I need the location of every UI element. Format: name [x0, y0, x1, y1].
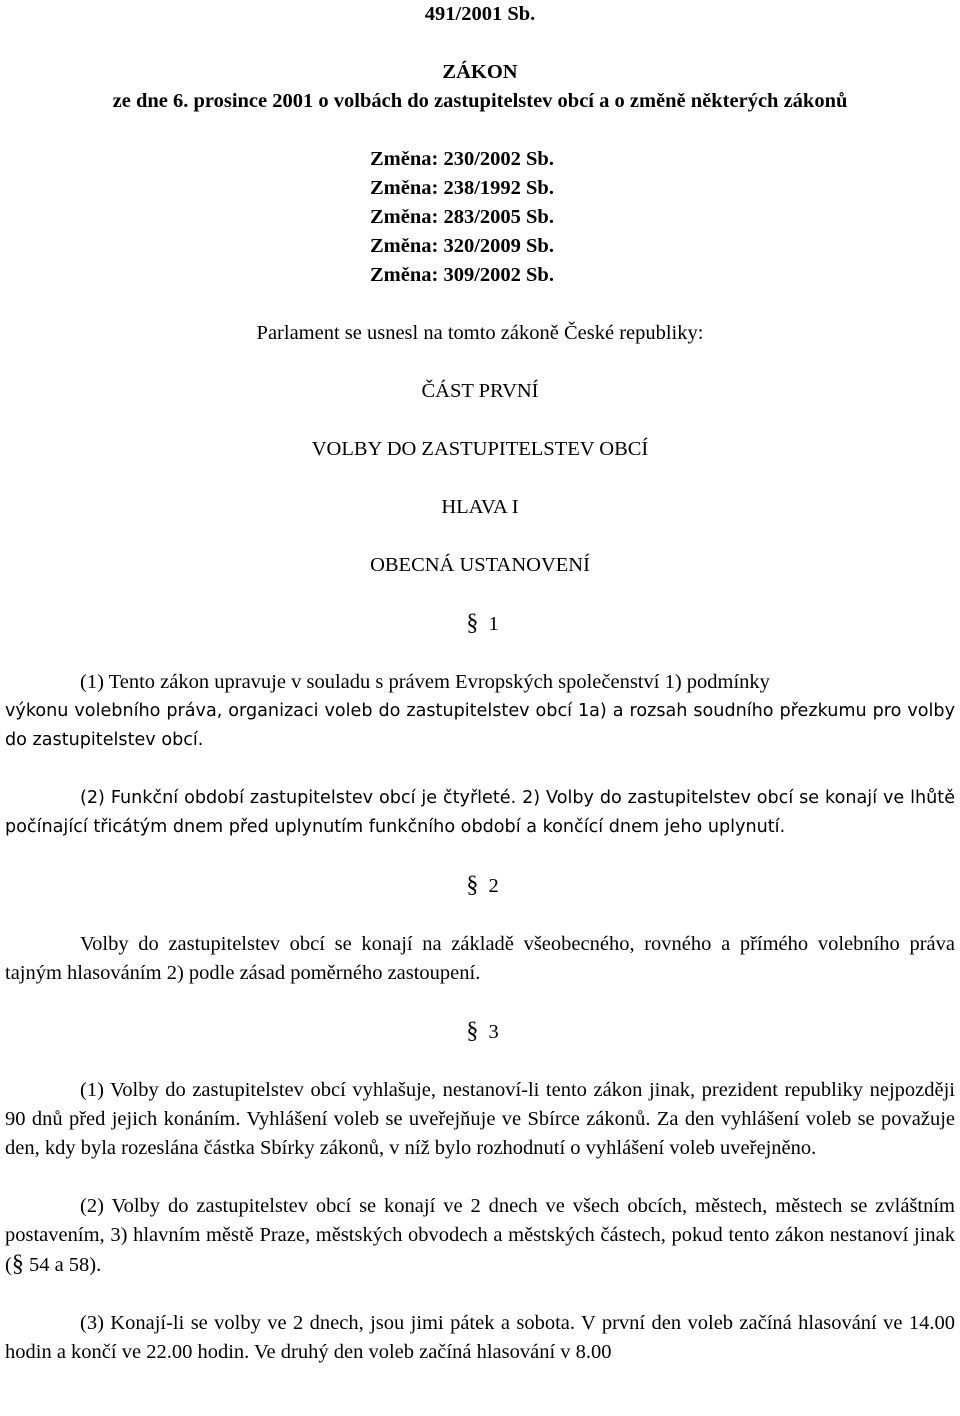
chapter-title: OBECNÁ USTANOVENÍ [370, 554, 590, 576]
section-3-paragraph-3: (3) Konají-li se volby ve 2 dnech, jsou jimi pátek a sobota. V první den voleb začíná hlasování ve 14.00 hodin a končí ve 22.00 hodin. Ve druhý den voleb začíná hlasování v 8.00 [5, 1312, 955, 1363]
law-subtitle: ze dne 6. prosince 2001 o volbách do zastupitelstev obcí a o změně některých zákonů [112, 90, 848, 112]
amendment-item: Změna: 230/2002 Sb. [370, 148, 554, 170]
section-number: 2 [488, 875, 499, 897]
amendment-item: Změna: 309/2002 Sb. [370, 264, 554, 286]
section-2-paragraph-1: Volby do zastupitelstev obcí se konají na základě všeobecného, rovného a přímého volebního práva tajným hlasováním 2) podle zásad poměrného zastoupení. [5, 933, 955, 984]
preamble: Parlament se usnesl na tomto zákoně České republiky: [256, 322, 704, 344]
paragraph-text: 54 a 58). [23, 1254, 102, 1276]
paragraph-text: konají ve lhůtě počínající třicátým dnem před uplynutím funkčního období a končící dnem jeho uplynutí. [5, 788, 956, 837]
section-sign-icon: § [466, 872, 479, 898]
section-3-paragraph-2 [5, 1192, 955, 1280]
paragraph-text: (2) Volby do zastupitelstev obcí se konají ve 2 dnech ve všech obcích, městech, městech se zvláštním postavením, 3) hlavním městě Praze, městských obvodech a městských částech, pokud tento zákon nestanoví jinak ( [5, 1195, 955, 1276]
section-3-heading [5, 1017, 955, 1047]
section-sign-icon: § [11, 1251, 24, 1277]
part-heading: ČÁST PRVNÍ [421, 380, 539, 402]
paragraph-first-line: (1) Tento zákon upravuje v souladu s právem Evropských společenství 1) podmínky [80, 671, 770, 693]
section-1-heading [5, 609, 955, 639]
amendment-list [5, 145, 955, 290]
section-1-paragraph-1 [5, 668, 955, 755]
section-number: 3 [488, 1021, 499, 1043]
title-block [5, 0, 955, 116]
paragraph-text: 2) Volby do zastupitelstev obcí se [516, 788, 820, 808]
section-3-paragraph-1: (1) Volby do zastupitelstev obcí vyhlašuje, nestanoví-li tento zákon jinak, prezident republiky nejpozději 90 dnů před jejich konáním. Vyhlášení voleb se uveřejňuje ve Sbírce zákonů. Za den vyhlášení voleb se považuje den, kdy byla rozeslána částka Sbírky zákonů, v níž bylo rozhodnutí o vyhlášení voleb uveřejněno. [5, 1079, 955, 1159]
chapter-heading: HLAVA I [441, 496, 519, 518]
section-2-heading [5, 871, 955, 901]
law-label: ZÁKON [442, 61, 518, 83]
amendment-item: Změna: 320/2009 Sb. [370, 235, 554, 257]
section-1-paragraph-2 [5, 784, 955, 842]
document-number: 491/2001 Sb. [424, 3, 536, 25]
section-number: 1 [488, 613, 499, 635]
amendment-item: Změna: 283/2005 Sb. [370, 206, 554, 228]
paragraph-continuation: výkonu volebního práva, organizaci voleb do zastupitelstev obcí 1a) a rozsah soudního přezkumu pro volby do zastupitelstev obcí. [5, 701, 955, 750]
amendment-item: Změna: 238/1992 Sb. [370, 177, 554, 199]
paragraph-text: (2) Funkční období zastupitelstev obcí je čtyřleté. [80, 788, 517, 808]
section-sign-icon: § [466, 1018, 479, 1044]
part-title: VOLBY DO ZASTUPITELSTEV OBCÍ [311, 438, 649, 460]
section-sign-icon: § [466, 610, 479, 636]
